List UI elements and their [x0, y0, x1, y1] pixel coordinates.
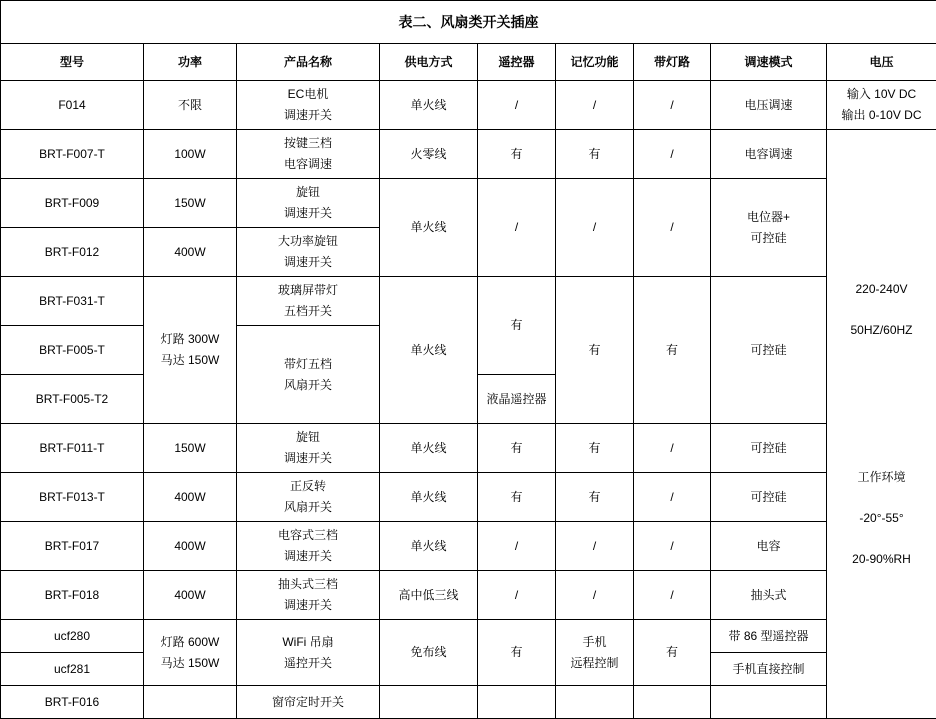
frequency: 50HZ/60HZ: [850, 323, 913, 337]
header-voltage: 电压: [827, 44, 936, 81]
product-name-cell: 抽头式三档 调速开关: [237, 571, 380, 620]
product-name-cell: 旋钮 调速开关: [237, 179, 380, 228]
header-model: 型号: [1, 44, 144, 81]
table-row: [1, 522, 936, 571]
model-cell: BRT-F013-T: [1, 473, 144, 522]
speed-mode-cell: [711, 686, 827, 719]
model-cell: ucf280: [1, 620, 144, 653]
model-cell: BRT-F018: [1, 571, 144, 620]
model-cell: F014: [1, 81, 144, 130]
model-cell: BRT-F017: [1, 522, 144, 571]
remote-control-cell: 有: [478, 277, 556, 375]
power-supply-cell: 免布线: [380, 620, 478, 686]
remote-control-cell: /: [478, 179, 556, 277]
product-name-cell: 电容式三档 调速开关: [237, 522, 380, 571]
product-name-cell: EC电机 调速开关: [237, 81, 380, 130]
light-circuit-cell: 有: [634, 620, 711, 686]
table-row: [1, 130, 936, 179]
remote-control-cell: [478, 686, 556, 719]
table-row: [1, 473, 936, 522]
remote-control-cell: 有: [478, 424, 556, 473]
power-supply-cell: 火零线: [380, 130, 478, 179]
product-name-cell: 带灯五档 风扇开关: [237, 326, 380, 424]
model-cell: BRT-F007-T: [1, 130, 144, 179]
table-row: [1, 277, 936, 326]
product-name-cell: 正反转 风扇开关: [237, 473, 380, 522]
speed-mode-cell: 可控硅: [711, 277, 827, 424]
model-cell: BRT-F012: [1, 228, 144, 277]
model-cell: BRT-F011-T: [1, 424, 144, 473]
light-circuit-cell: /: [634, 424, 711, 473]
power-supply-cell: 单火线: [380, 277, 478, 424]
power-supply-cell: 单火线: [380, 81, 478, 130]
temperature-range: -20°-55°: [859, 511, 904, 525]
light-circuit-cell: [634, 686, 711, 719]
model-cell: BRT-F016: [1, 686, 144, 719]
speed-mode-cell: 抽头式: [711, 571, 827, 620]
header-product-name: 产品名称: [237, 44, 380, 81]
speed-mode-cell: 手机直接控制: [711, 653, 827, 686]
power-supply-cell: [380, 686, 478, 719]
model-cell: ucf281: [1, 653, 144, 686]
table-title: 表二、风扇类开关插座: [1, 1, 936, 44]
light-circuit-cell: /: [634, 571, 711, 620]
speed-mode-cell: 可控硅: [711, 424, 827, 473]
memory-function-cell: [556, 686, 634, 719]
voltage-range: 220-240V: [855, 282, 908, 296]
remote-control-cell: /: [478, 571, 556, 620]
memory-function-cell: 有: [556, 473, 634, 522]
memory-function-cell: 有: [556, 277, 634, 424]
light-circuit-cell: /: [634, 130, 711, 179]
voltage-cell: 输入 10V DC 输出 0-10V DC: [827, 81, 936, 130]
model-cell: BRT-F031-T: [1, 277, 144, 326]
power-supply-cell: 高中低三线: [380, 571, 478, 620]
speed-mode-cell: 带 86 型遥控器: [711, 620, 827, 653]
power-cell: 400W: [144, 571, 237, 620]
remote-control-cell: 液晶遥控器: [478, 375, 556, 424]
power-cell: 灯路 300W 马达 150W: [144, 277, 237, 424]
table-row: [1, 424, 936, 473]
product-name-cell: 按键三档 电容调速: [237, 130, 380, 179]
power-cell: 灯路 600W 马达 150W: [144, 620, 237, 686]
remote-control-cell: 有: [478, 620, 556, 686]
speed-mode-cell: 可控硅: [711, 473, 827, 522]
remote-control-cell: /: [478, 81, 556, 130]
product-name-cell: WiFi 吊扇 遥控开关: [237, 620, 380, 686]
memory-function-cell: /: [556, 522, 634, 571]
memory-function-cell: /: [556, 81, 634, 130]
table-row: [1, 686, 936, 719]
power-supply-cell: 单火线: [380, 522, 478, 571]
speed-mode-cell: 电压调速: [711, 81, 827, 130]
header-power: 功率: [144, 44, 237, 81]
power-cell: 100W: [144, 130, 237, 179]
light-circuit-cell: /: [634, 179, 711, 277]
speed-mode-cell: 电位器+ 可控硅: [711, 179, 827, 277]
remote-control-cell: 有: [478, 130, 556, 179]
humidity-range: 20-90%RH: [852, 552, 911, 566]
light-circuit-cell: /: [634, 473, 711, 522]
power-cell: 150W: [144, 424, 237, 473]
environment-label: 工作环境: [857, 470, 906, 484]
power-supply-cell: 单火线: [380, 473, 478, 522]
speed-mode-cell: 电容: [711, 522, 827, 571]
remote-control-cell: 有: [478, 473, 556, 522]
table-row: [1, 179, 936, 228]
memory-function-cell: /: [556, 571, 634, 620]
light-circuit-cell: 有: [634, 277, 711, 424]
power-cell: 400W: [144, 473, 237, 522]
table-row: [1, 81, 936, 130]
product-name-cell: 窗帘定时开关: [237, 686, 380, 719]
power-cell: 150W: [144, 179, 237, 228]
product-name-cell: 玻璃屏带灯 五档开关: [237, 277, 380, 326]
memory-function-cell: /: [556, 179, 634, 277]
product-name-cell: 大功率旋钮 调速开关: [237, 228, 380, 277]
model-cell: BRT-F005-T: [1, 326, 144, 375]
title-row: [1, 1, 936, 44]
table-row: [1, 571, 936, 620]
remote-control-cell: /: [478, 522, 556, 571]
power-cell: 400W: [144, 522, 237, 571]
product-name-cell: 旋钮 调速开关: [237, 424, 380, 473]
header-remote-control: 遥控器: [478, 44, 556, 81]
header-memory-function: 记忆功能: [556, 44, 634, 81]
header-light-circuit: 带灯路: [634, 44, 711, 81]
table-row: [1, 620, 936, 653]
power-cell: [144, 686, 237, 719]
light-circuit-cell: /: [634, 81, 711, 130]
memory-function-cell: 有: [556, 130, 634, 179]
power-cell: 400W: [144, 228, 237, 277]
power-supply-cell: 单火线: [380, 179, 478, 277]
speed-mode-cell: 电容调速: [711, 130, 827, 179]
light-circuit-cell: /: [634, 522, 711, 571]
model-cell: BRT-F005-T2: [1, 375, 144, 424]
model-cell: BRT-F009: [1, 179, 144, 228]
power-cell: 不限: [144, 81, 237, 130]
memory-function-cell: 有: [556, 424, 634, 473]
header-speed-mode: 调速模式: [711, 44, 827, 81]
memory-function-cell: 手机 远程控制: [556, 620, 634, 686]
header-row: [1, 44, 936, 81]
voltage-spec-cell: [827, 130, 936, 719]
header-power-supply: 供电方式: [380, 44, 478, 81]
power-supply-cell: 单火线: [380, 424, 478, 473]
